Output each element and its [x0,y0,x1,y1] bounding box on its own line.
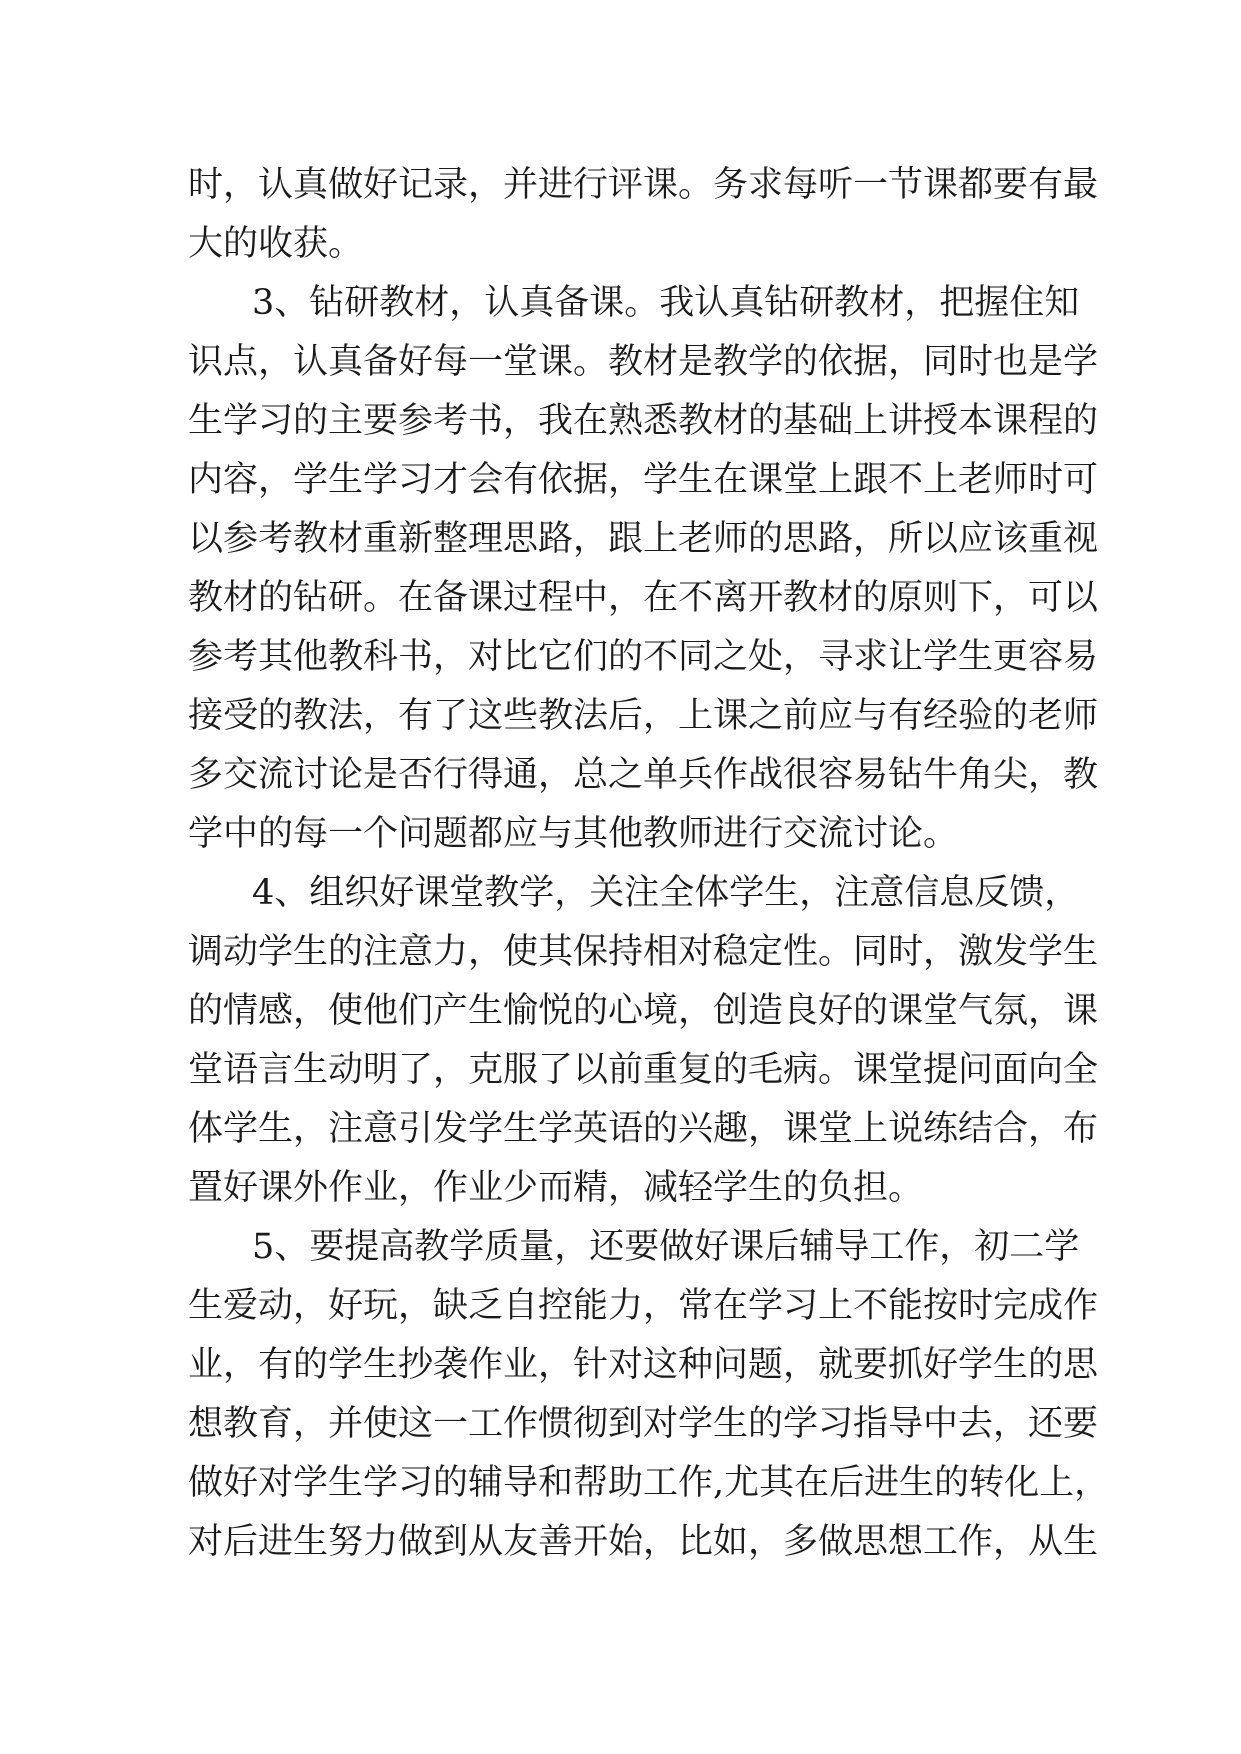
text-line: 业，有的学生抄袭作业，针对这种问题，就要抓好学生的思 [188,1345,1099,1385]
text-line: 对后进生努力做到从友善开始，比如，多做思想工作，从生 [188,1522,1099,1562]
text-line: 接受的教法，有了这些教法后，上课之前应与有经验的老师 [188,696,1099,736]
text-line: 大的收获。 [188,224,364,264]
text-line: 学中的每一个问题都应与其他教师进行交流讨论。 [188,814,959,854]
paragraph-start-line: 5、要提高教学质量，还要做好课后辅导工作，初二学 [252,1227,1080,1267]
paragraph-start-line: 3、钻研教材，认真备课。我认真钻研教材，把握住知 [252,283,1080,323]
text-line: 体学生，注意引发学生学英语的兴趣，课堂上说练结合，布 [188,1109,1099,1149]
text-line: 教材的钻研。在备课过程中，在不离开教材的原则下，可以 [188,578,1099,618]
text-line: 多交流讨论是否行得通，总之单兵作战很容易钻牛角尖，教 [188,755,1099,795]
text-line: 堂语言生动明了，克服了以前重复的毛病。课堂提问面向全 [188,1050,1099,1090]
text-line: 置好课外作业，作业少而精，减轻学生的负担。 [188,1168,924,1208]
text-line: 生学习的主要参考书，我在熟悉教材的基础上讲授本课程的 [188,401,1099,441]
text-line: 做好对学生学习的辅导和帮助工作,尤其在后进生的转化上， [188,1463,1110,1503]
text-line: 时，认真做好记录，并进行评课。务求每听一节课都要有最 [188,165,1099,205]
text-line: 以参考教材重新整理思路，跟上老师的思路，所以应该重视 [188,519,1099,559]
text-line: 识点，认真备好每一堂课。教材是教学的依据，同时也是学 [188,342,1099,382]
text-line: 调动学生的注意力，使其保持相对稳定性。同时，激发学生 [188,932,1099,972]
paragraph-start-line: 4、组织好课堂教学，关注全体学生，注意信息反馈， [252,873,1080,913]
text-line: 的情感，使他们产生愉悦的心境，创造良好的课堂气氛，课 [188,991,1099,1031]
text-line: 内容，学生学习才会有依据，学生在课堂上跟不上老师时可 [188,460,1099,500]
text-line: 参考其他教科书，对比它们的不同之处，寻求让学生更容易 [188,637,1099,677]
text-line: 生爱动，好玩，缺乏自控能力，常在学习上不能按时完成作 [188,1286,1099,1326]
text-line: 想教育，并使这一工作惯彻到对学生的学习指导中去，还要 [188,1404,1099,1444]
